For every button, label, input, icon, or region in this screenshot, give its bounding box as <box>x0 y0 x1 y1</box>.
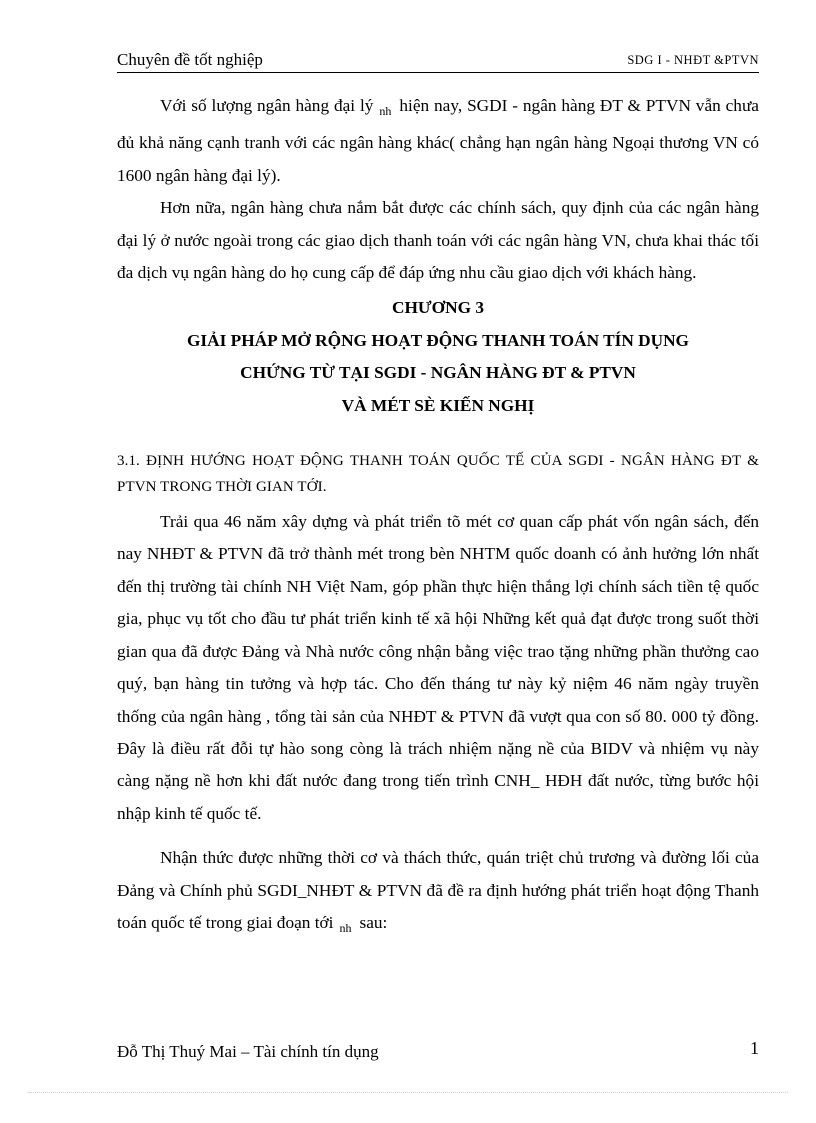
paragraph-4-subscript: nh <box>339 920 352 935</box>
page-header <box>117 48 759 73</box>
chapter-number: CHƯƠNG 3 <box>391 298 484 318</box>
paragraph-1 <box>117 90 759 192</box>
paragraph-4-start: Nhận thức được những thời cơ và thách thức, quán triệt chủ trương và đường lối của Đảng và Chính phủ SGDI_NHĐT & PTVN đã đề ra định hướng phát triển hoạt động Thanh toán quốc tế trong giai đoạn tới <box>117 848 759 932</box>
header-title: Chuyên đề tốt nghiệp <box>117 50 263 69</box>
paragraph-3: Trải qua 46 năm xây dựng và phát triển tõ mét cơ quan cấp phát vốn ngân sách, đến nay NHĐT & PTVN đã trở thành mét trong bèn NHTM quốc doanh có ảnh hưởng lớn nhất đến thị trường tài chính NH Việt Nam, góp phần thực hiện thắng lợi chính sách tiền tệ quốc gia, phục vụ tốt cho đầu tư phát triển kinh tế xã hội Những kết quả đạt được trong suốt thời gian qua đã được Đảng và Nhà nước công nhận bằng việc trao tặng những phần thưởng cao quý, bạn hàng tin tưởng và hợp tác. Cho đến tháng tư này kỷ niệm 46 năm ngày truyền thống của ngân hàng , tổng tài sản của NHĐT & PTVN đã vượt qua con số 80. 000 tỷ đồng. Đây là điều rất đỗi tự hào song còng là trách nhiệm nặng nề của BIDV và nhiệm vụ này càng nặng nề hơn khi đất nước đang trong tiến trình CNH_ HĐH đất nước, từng bước hội nhập kinh tế quốc tế. <box>117 512 759 823</box>
chapter-title-line-3: VÀ MÉT SÈ KIẾN NGHỊ <box>341 395 535 415</box>
paragraph-1-subscript: nh <box>379 104 392 118</box>
paragraph-2: Hơn nữa, ngân hàng chưa nắm bắt được các chính sách, quy định của các ngân hàng đại lý ở nước ngoài trong các giao dịch thanh toán với các ngân hàng VN, chưa khai thác tối đa dịch vụ ngân hàng do họ cung cấp để đáp ứng nhu cầu giao dịch với khách hàng. <box>117 198 759 283</box>
chapter-title-line-2: CHỨNG TỪ TẠI SGDI - NGÂN HÀNG ĐT & PTVN <box>240 363 636 383</box>
paragraph-4 <box>117 842 759 944</box>
chapter-title-line-1: GIẢI PHÁP MỞ RỘNG HOẠT ĐỘNG THANH TOÁN TÍN DỤNG <box>186 330 690 350</box>
paragraph-1-start: Với số lượng ngân hàng đại lý <box>160 96 374 115</box>
chapter-heading <box>117 292 759 422</box>
footer-author: Đỗ Thị Thuý Mai – Tài chính tín dụng <box>117 1042 379 1061</box>
page-bottom-divider <box>28 1092 788 1093</box>
paragraph-1-end: hiện nay, SGDI - ngân hàng ĐT & PTVN vẫn chưa đủ khả năng cạnh tranh với các ngân hàng khác( chẳng hạn ngân hàng Ngoại thương VN có 1600 ngân hàng đại lý). <box>117 96 759 185</box>
section-heading: 3.1. ĐỊNH HƯỚNG HOẠT ĐỘNG THANH TOÁN QUỐC TẾ CỦA SGDI - NGÂN HÀNG ĐT & PTVN TRONG THỜI GIAN TỚI. <box>117 453 759 496</box>
paragraph-4-end: sau: <box>359 912 388 932</box>
document-body <box>117 90 759 944</box>
page-footer <box>117 1038 759 1066</box>
page-number: 1 <box>750 1038 759 1058</box>
header-subtitle: SDG I - NHĐT &PTVN <box>627 53 759 67</box>
